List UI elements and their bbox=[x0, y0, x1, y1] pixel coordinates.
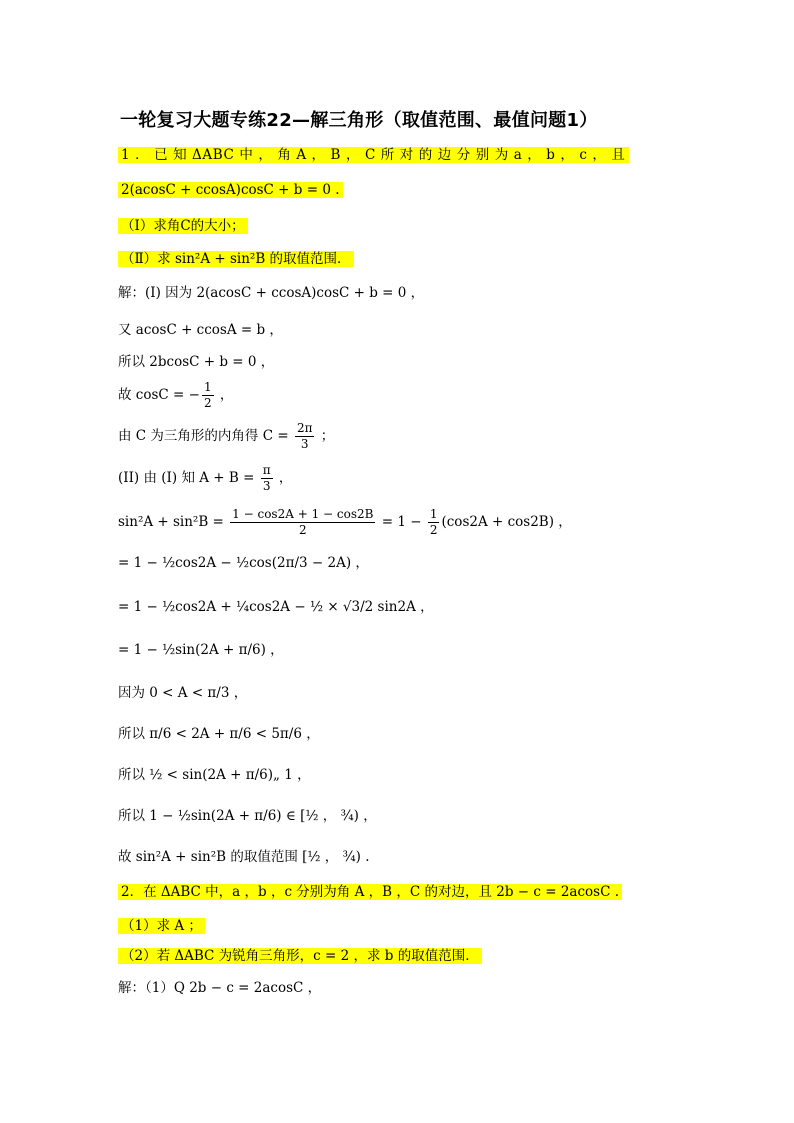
solution-1-eq-6: 所以 π/6 < 2A + π/6 < 5π/6 ， bbox=[118, 726, 320, 742]
solution-1-eq-1: sin²A + sin²B = $\frac{1 - \cos 2A + 1 - \cos 2B}{2}$ = 1 − $\frac{1}{2}$ (cos2A + cos2B) ， bbox=[118, 507, 572, 537]
solution-1-eq-8: 所以 1 − ½sin(2A + π/6) ∈ [½ ， ¾) ， bbox=[118, 808, 377, 824]
problem-2-part-1: （1）求 A ； bbox=[118, 916, 205, 936]
page-title: 一轮复习大题专练22—解三角形（取值范围、最值问题1） bbox=[120, 110, 598, 131]
solution-1-angle-c: 由 C 为三角形的内角得 C = $\frac{2\pi}{3}$ ； bbox=[118, 421, 335, 451]
solution-1-line-2: 又 acosC + ccosA = b ， bbox=[118, 322, 283, 338]
problem-1-condition: 2(acosC + ccosA)cosC + b = 0 . bbox=[118, 180, 343, 200]
solution-1-a-plus-b: (II) 由 (I) 知 A + B = $\frac{\pi}{3}$ ， bbox=[118, 463, 293, 493]
solution-1-eq-7: 所以 ½ < sin(2A + π/6)„ 1 ， bbox=[118, 767, 311, 783]
solution-1-line-1: 解：(I) 因为 2(acosC + ccosA)cosC + b = 0 ， bbox=[118, 285, 425, 301]
solution-1-eq-9: 故 sin²A + sin²B 的取值范围 [½ ， ¾) . bbox=[118, 849, 370, 865]
problem-1-part-1: （Ⅰ）求角C的大小； bbox=[118, 216, 248, 236]
problem-2-part-2: （2）若 ΔABC 为锐角三角形，c = 2 ，求 b 的取值范围． bbox=[118, 946, 482, 966]
solution-1-eq-4: = 1 − ½sin(2A + π/6) ， bbox=[118, 642, 284, 658]
solution-1-eq-5: 因为 0 < A < π/3 ， bbox=[118, 685, 248, 701]
solution-1-cos-c: 故 cosC = − $\frac{1}{2}$ ， bbox=[118, 380, 234, 410]
problem-1-part-2: （Ⅱ）求 sin²A + sin²B 的取值范围． bbox=[118, 249, 354, 269]
solution-2-line-1: 解：（1）Q 2b − c = 2acosC ， bbox=[118, 980, 322, 996]
problem-1-statement: 1 ． 已 知 ΔABC 中 ， 角 A ， B ， C 所 对 的 边 分 别 为 a ， b ， c ， 且 bbox=[118, 145, 629, 165]
solution-1-eq-3: = 1 − ½cos2A + ¼cos2A − ½ × √3/2 sin2A ， bbox=[118, 599, 434, 615]
solution-1-line-3: 所以 2bcosC + b = 0 ， bbox=[118, 354, 275, 370]
problem-2-statement: 2．在 ΔABC 中，a ，b ，c 分别为角 A ，B ，C 的对边，且 2b − c = 2acosC . bbox=[118, 882, 622, 902]
solution-1-eq-2: = 1 − ½cos2A − ½cos(2π/3 − 2A) ， bbox=[118, 555, 369, 571]
